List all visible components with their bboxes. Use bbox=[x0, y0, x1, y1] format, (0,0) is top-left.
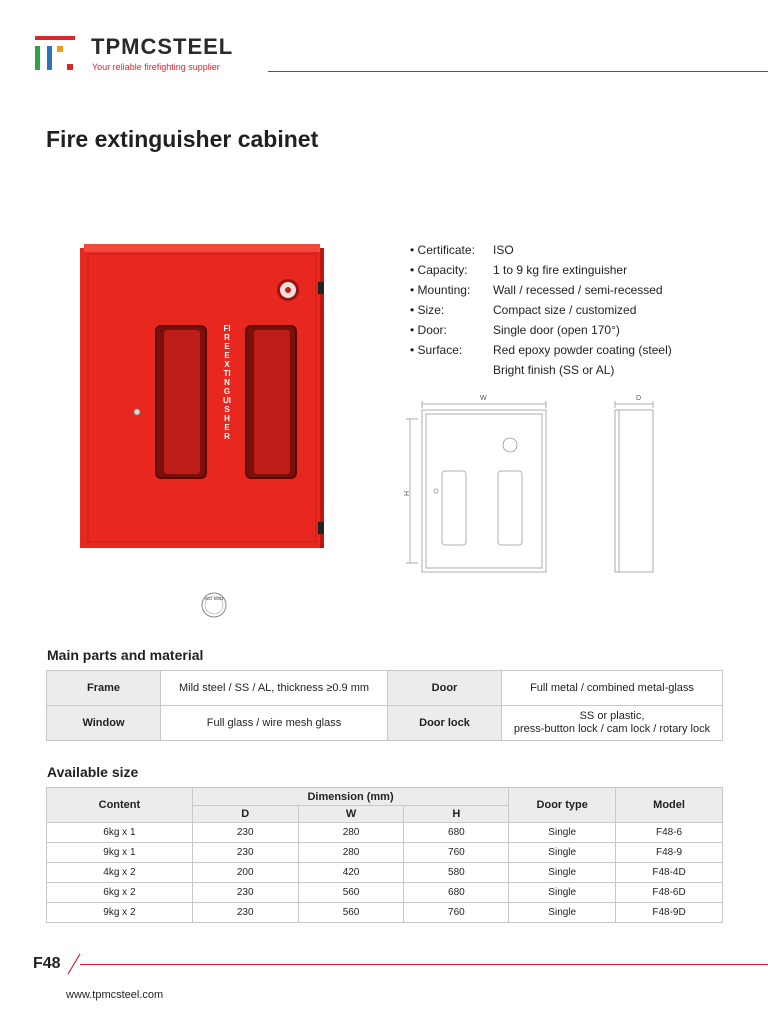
dim-d-label: D bbox=[636, 395, 642, 402]
table-cell: 230 bbox=[192, 823, 298, 843]
table-row bbox=[47, 903, 723, 923]
table-cell: 760 bbox=[404, 903, 509, 923]
spec-row: • Capacity: 1 to 9 kg fire extinguisher bbox=[410, 260, 672, 280]
table-cell: Door lock bbox=[388, 706, 502, 741]
spec-row: • Mounting: Wall / recessed / semi-recessed bbox=[410, 280, 672, 300]
table-cell: 680 bbox=[404, 883, 509, 903]
table-cell: F48-6 bbox=[616, 823, 723, 843]
spec-row: • Size: Compact size / customized bbox=[410, 300, 672, 320]
cell-line: SS or plastic, bbox=[579, 710, 645, 722]
table-cell: Single bbox=[509, 883, 616, 903]
table-row bbox=[47, 883, 723, 903]
table-cell: Frame bbox=[47, 671, 161, 706]
table-cell: 680 bbox=[404, 823, 509, 843]
table-cell: 280 bbox=[298, 823, 404, 843]
table-cell: 230 bbox=[192, 843, 298, 863]
table-row bbox=[47, 843, 723, 863]
table-cell: 9kg x 1 bbox=[47, 843, 193, 863]
dim-w-label: W bbox=[480, 395, 487, 402]
table-header: D bbox=[192, 806, 298, 823]
table-cell: 580 bbox=[404, 863, 509, 883]
spec-row: • Door: Single door (open 170°) bbox=[410, 320, 672, 340]
table-row bbox=[47, 706, 723, 741]
table-cell: Single bbox=[509, 863, 616, 883]
table-header: Model bbox=[616, 788, 723, 823]
section-title-parts: Main parts and material bbox=[47, 647, 204, 663]
sizes-table bbox=[46, 787, 723, 923]
table-header: Door type bbox=[509, 788, 616, 823]
spec-list bbox=[410, 240, 672, 380]
table-cell bbox=[502, 706, 723, 741]
table-cell: 560 bbox=[298, 903, 404, 923]
table-cell: Full metal / combined metal-glass bbox=[502, 671, 723, 706]
spec-row: • Certificate: ISO bbox=[410, 240, 672, 260]
table-cell: 6kg x 2 bbox=[47, 883, 193, 903]
spec-row: Bright finish (SS or AL) bbox=[493, 363, 615, 377]
table-header-row bbox=[47, 788, 723, 806]
brand-tagline: Your reliable firefighting supplier bbox=[92, 62, 220, 72]
cell-line: press-button lock / cam lock / rotary lock bbox=[513, 723, 711, 735]
table-row bbox=[47, 823, 723, 843]
section-title-sizes: Available size bbox=[47, 764, 139, 780]
brand-name: TPMCSTEEL bbox=[91, 34, 234, 59]
table-cell: 200 bbox=[192, 863, 298, 883]
table-cell: Window bbox=[47, 706, 161, 741]
spec-row: • Surface: Red epoxy powder coating (steel) bbox=[410, 340, 672, 360]
table-cell: 420 bbox=[298, 863, 404, 883]
table-cell: 9kg x 2 bbox=[47, 903, 193, 923]
iso-seal-mark: ISO 9001 bbox=[204, 596, 224, 601]
table-cell: 280 bbox=[298, 843, 404, 863]
header-divider bbox=[268, 71, 768, 72]
dimension-drawing bbox=[400, 395, 700, 580]
table-cell: Single bbox=[509, 843, 616, 863]
table-cell: F48-4D bbox=[616, 863, 723, 883]
table-header: H bbox=[404, 806, 509, 823]
table-cell: F48-6D bbox=[616, 883, 723, 903]
website-link[interactable]: www.tpmcsteel.com bbox=[66, 989, 164, 1001]
table-cell: Full glass / wire mesh glass bbox=[161, 706, 388, 741]
footer-divider bbox=[80, 964, 768, 965]
table-cell: Mild steel / SS / AL, thickness ≥0.9 mm bbox=[161, 671, 388, 706]
page-title: Fire extinguisher cabinet bbox=[46, 126, 319, 152]
table-cell: 560 bbox=[298, 883, 404, 903]
table-cell: Single bbox=[509, 903, 616, 923]
table-header: Dimension (mm) bbox=[192, 788, 508, 806]
table-cell: Door bbox=[388, 671, 502, 706]
table-cell: F48-9D bbox=[616, 903, 723, 923]
table-row bbox=[47, 671, 723, 706]
brand-logo-icon bbox=[35, 36, 75, 74]
table-row bbox=[47, 863, 723, 883]
table-cell: 4kg x 2 bbox=[47, 863, 193, 883]
table-cell: 230 bbox=[192, 903, 298, 923]
table-cell: Single bbox=[509, 823, 616, 843]
table-cell: 230 bbox=[192, 883, 298, 903]
dim-h-label: H bbox=[404, 490, 412, 497]
page-code: F48 bbox=[33, 955, 61, 972]
cabinet-label: FIRE EXTINGUISHER bbox=[223, 324, 231, 441]
table-cell: 760 bbox=[404, 843, 509, 863]
table-cell: 6kg x 1 bbox=[47, 823, 193, 843]
parts-table bbox=[46, 670, 723, 741]
cabinet-product-image bbox=[80, 244, 330, 624]
table-header: Content bbox=[47, 788, 193, 823]
table-cell: F48-9 bbox=[616, 843, 723, 863]
table-header: W bbox=[298, 806, 404, 823]
